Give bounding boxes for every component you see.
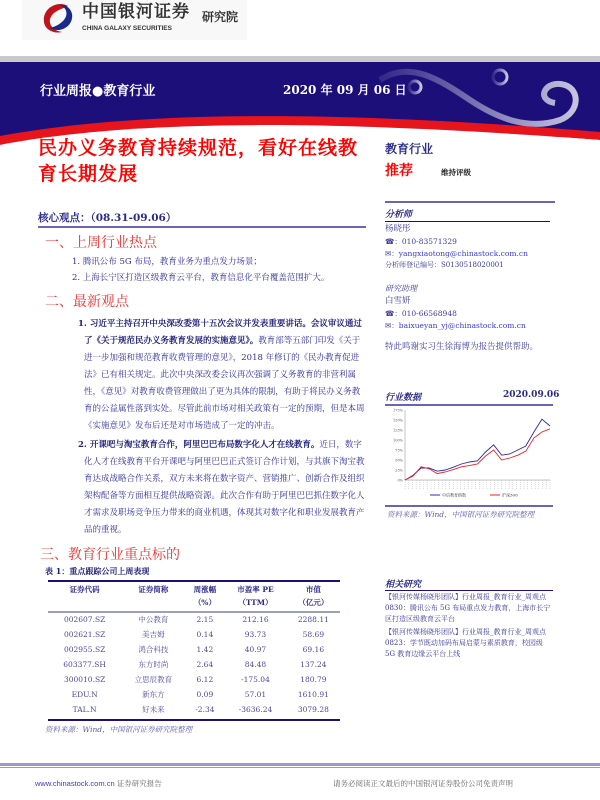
y-tick-label: 50% [395,458,403,463]
table-cell: 鸿合科技 [138,644,169,654]
header-line: （%） [193,598,216,607]
y-tick-label: 100% [392,438,403,443]
table-header [224,582,287,612]
y-tick-label: 175% [392,408,403,413]
footer-rule [0,763,600,766]
divider [38,226,366,228]
market-date: 2020.09.06 [503,390,560,400]
y-tick-label: 150% [392,418,403,423]
table-cell: 002607.SZ [63,615,106,624]
viewpoints [70,316,366,539]
y-tick-label: 75% [395,448,403,453]
table-header [186,582,225,612]
report-type: 行业周报●教育行业 [40,84,156,99]
y-tick-label: 25% [395,468,403,473]
table-cell: 1610.91 [297,689,329,699]
viewpoint-1 [70,316,366,435]
header-line [121,598,185,608]
thanks-note: 特此鸣谢实习生徐海博为报告提供帮助。 [385,342,539,352]
stock-table [48,580,340,721]
table-cell: 2.15 [196,615,214,624]
galaxy-logo-icon [40,2,74,34]
mail-icon: ✉： [385,321,399,330]
table-header [48,582,121,612]
header-line: 市盈率 PE [237,585,274,594]
table-cell: 美吉姆 [142,629,165,639]
analyst-phone [385,236,555,248]
table-cell: 1.42 [196,644,214,654]
header-line: 证券代码 [69,585,100,594]
phone-icon: ☎ [385,237,395,246]
report-date: 2020 年 09 月 06 日 [283,83,407,97]
footer-disclaimer: 请务必阅读正文最后的中国银河证券股份公司免责声明 [333,779,513,788]
section1-heading: 一、上周行业热点 [45,235,157,251]
table-cell: EDU.N [71,689,98,699]
hotspot-item: 2. 上海长宁区打造区级教育云平台，教育信息化平台覆盖范围扩大。 [72,273,330,283]
table-cell: 300010.SZ [63,674,106,684]
logo-institute: 研究院 [202,10,239,24]
table-cell: 3079.28 [297,704,329,714]
table-cell: -2.34 [195,704,215,714]
table-title: 表 1：重点跟踪公司上周表现 [45,566,150,576]
header-line: 市值 [305,585,321,594]
table-cell: 2.64 [196,659,214,669]
header-line: 周涨幅 [193,585,217,594]
y-tick-label: 125% [392,428,403,433]
viewpoint-1-text: 教育部等五部门印发《关于进一步加强和规范教育收费管理的意见》，2018 年修订的《民办教育促进法》已有相关规定。此次中央深改委会议再次强调了义务教育的非营利属性，《意见》对教育收费管理做出了更为具体的限制，有助于将民办义务教育的公益属性落到实处。尽管此前市场对相关政策有一定的预期，但是本周《实施意见》发布后还是对市场造成了一定的冲击。 [84,336,365,431]
viewpoint-2-text: 近日，数字化人才在线教育平台开课吧与阿里巴巴正式签订合作计划，与其旗下淘宝教育达成战略合作关系，双方未来将在数字资产、营销推广、创新合作及组织架构配备等方面相互提供战略资源。此次合作有助于阿里巴巴抓住数字化人才需求及职场竞争压力带来的商业机遇，体现其对数字化和职业发展教育产品的重视。 [84,440,365,535]
related-item[interactable]: 【银河传媒杨晓彤团队】行业周报_教育行业_周观点 0830：腾讯公布 5G 布局重点发力教育，上海市长宁区打造区级教育云平台 [385,593,551,623]
table-cell: 002955.SZ [63,644,106,654]
table-row [48,687,340,702]
report-title: 民办义务教育持续规范，看好在线教育长期发展 [38,137,359,185]
legend-label: 沪深300 [502,492,518,498]
table-cell: 0.14 [196,629,214,639]
table-cell: 2288.11 [297,615,329,624]
table-row [48,627,340,642]
industry-label: 教育行业 [385,142,434,156]
industry-chart [385,405,555,500]
table-cell: 立思辰教育 [134,674,173,684]
header-line [48,598,121,608]
viewpoint-2-bold: 2. 开课吧与淘宝教育合作，阿里巴巴布局数字化人才在线教育。 [78,440,320,450]
table-row [48,672,340,687]
table-cell: -3636.24 [238,704,273,714]
table-cell: 6.12 [196,674,214,684]
table-cell: 84.48 [244,659,267,669]
analyst-heading: 分析师 [385,210,413,220]
table-cell: TAL.N [72,704,97,714]
related-heading: 相关研究 [385,580,422,590]
table-row [48,657,340,672]
table-cell: 603377.SH [63,659,106,669]
y-tick-label: 0% [397,478,403,483]
table-cell: 180.79 [300,674,327,684]
assistant-heading: 研究助理 [385,284,417,293]
table-header [287,582,340,612]
table-cell: 58.69 [302,629,325,639]
table-cell: 212.16 [242,615,269,624]
divider [385,590,553,591]
table-header [121,582,185,612]
analyst-name: 杨晓彤 [385,224,411,234]
email-link[interactable]: baixueyan_yj@chinastock.com.cn [398,321,526,330]
phone-text: ：010-66568948 [394,309,457,318]
core-view: 核心观点：（08.31-09.06） [38,212,177,224]
section2-heading: 二、最新观点 [45,294,129,310]
divider [385,505,553,507]
rating: 推荐 [385,163,413,179]
mail-icon: ✉： [385,249,399,258]
table-cell: 137.24 [300,659,327,669]
analyst-email [385,248,555,260]
email-link[interactable]: yangxiaotong@chinastock.com.cn [398,249,528,258]
table-cell: 40.97 [244,644,267,654]
market-heading: 行业数据 [385,393,422,403]
table-row [48,612,340,627]
table-cell: 0.09 [196,689,214,699]
footer-rule [0,767,600,768]
phone-text: ：010-83571329 [394,237,457,246]
assistant-name: 白雪妍 [385,296,411,306]
logo-cn: 中国银河证券 [82,2,190,22]
series-line [405,429,550,480]
section3-heading: 三、教育行业重点标的 [40,547,180,563]
analyst-reg: 分析师登记编号：S0130518020001 [385,261,504,269]
contact-block [385,223,555,354]
viewpoint-2 [70,437,366,539]
related-list [385,592,553,660]
table-cell: -175.04 [241,674,270,684]
assistant-phone [385,308,555,320]
table-source: 资料来源：Wind，中国银河证券研究院整理 [45,725,193,734]
chart-source: 资料来源：Wind，中国银河证券研究院整理 [387,510,535,519]
rating-note: 维持评级 [441,168,471,177]
table-cell: 新东方 [142,689,165,699]
hotspot-item: 1. 腾讯公布 5G 布局，教育业务为重点发力场景； [72,257,262,267]
table-cell: 69.16 [302,644,325,654]
series-line [405,419,550,480]
footer-left-text: 证券研究报告 [116,779,162,788]
footer-url[interactable]: www.chinastock.com.cn [35,779,115,788]
table-cell: 中公教育 [138,615,169,624]
legend-label: 中信教育指数 [442,492,466,498]
header-line: （TTM） [238,598,273,607]
header-line: （亿元） [298,598,329,607]
table-cell: 东方时尚 [138,659,169,669]
footer-left [35,778,162,789]
table-row [48,702,340,717]
table-cell: 002621.SZ [63,629,106,639]
table-row [48,642,340,657]
phone-icon: ☎ [385,309,395,318]
divider [385,201,555,203]
related-item[interactable]: 【银河传媒杨晓彤团队】行业周报_教育行业_周观点 0823：学节既动加码布局启蒙与素质教育，校园级 5G 教育边缘云平台上线 [385,628,546,658]
viewpoint-1-bold: 1. 习近平主持召开中央深改委第十五次会议并发表重要讲话。会议审议通过了《关于规范民办义务教育发展的实施意见》。 [78,319,362,346]
logo-en: CHINA GALAXY SECURITIES [82,25,172,32]
table-block [45,566,345,735]
table-cell: 93.73 [244,629,267,639]
table-cell: 好未来 [142,704,165,714]
header-line: 证券简称 [138,585,169,594]
assistant-email [385,320,555,332]
divider [385,221,550,222]
table-cell: 57.01 [244,689,267,699]
